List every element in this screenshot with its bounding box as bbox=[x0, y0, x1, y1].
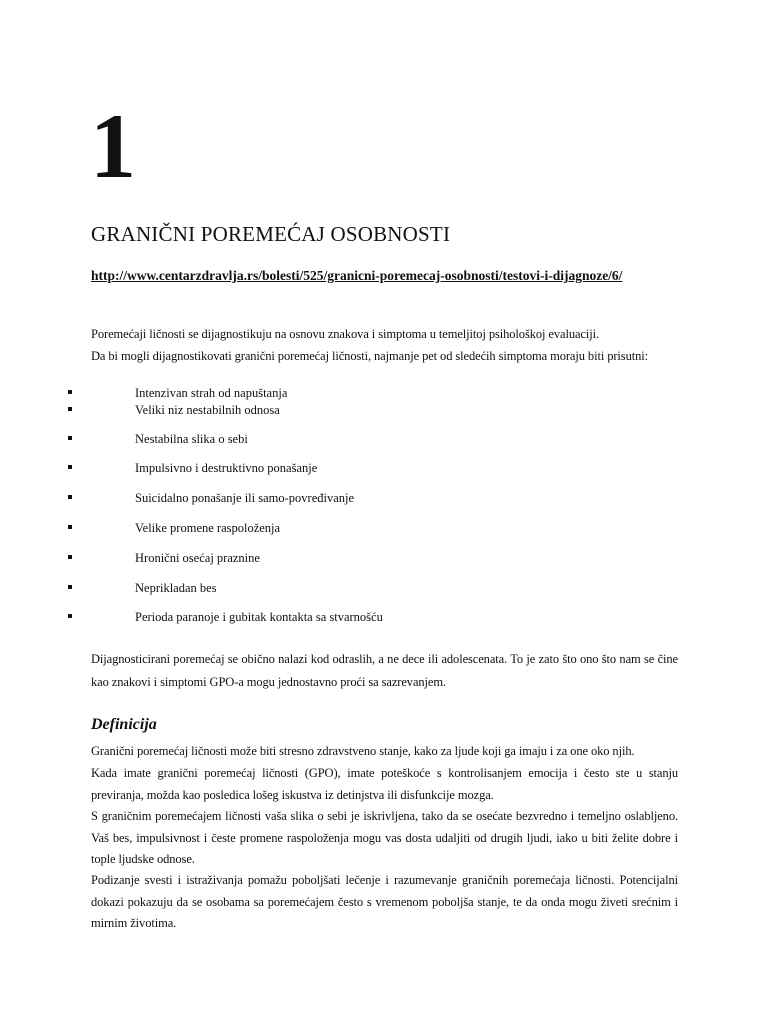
chapter-title: GRANIČNI POREMEĆAJ OSOBNOSTI bbox=[91, 222, 451, 246]
bullet-icon bbox=[68, 465, 72, 469]
definition-paragraph-3: S graničnim poremećajem ličnosti vaša slika o sebi je iskrivljena, tako da se osećate bezvredno i temeljno oslabljeno. Vaš bes, impulsivnost i česte promene raspoloženja mogu vas dosta udaljiti od drugih ljudi, iako u biti želite dobre i tople ljudske odnose. bbox=[91, 809, 678, 866]
bullet-icon bbox=[68, 585, 72, 589]
definition-paragraph-4: Podizanje svesti i istraživanja pomažu poboljšati lečenje i razumevanje graničnih poremećaja ličnosti. Potencijalni dokazi pokazuju da se osobama sa poremećajem često s vremenom poboljša stanje, te da onda mogu živeti srećnim i mirnim životima. bbox=[91, 873, 678, 930]
definition-paragraph-2: Kada imate granični poremećaj ličnosti (GPO), imate poteškoće s kontrolisanjem emocija i često ste u stanju previranja, možda kao posledica lošeg iskustva iz detinjstva ili disfunkcije mozga. bbox=[91, 766, 678, 802]
bullet-icon bbox=[68, 407, 72, 411]
section-heading-definicija: Definicija bbox=[91, 716, 157, 733]
bullet-icon bbox=[68, 525, 72, 529]
intro-paragraph-1: Poremećaji ličnosti se dijagnostikuju na osnovu znakova i simptoma u temeljitoj psihološkoj evaluaciji. bbox=[91, 327, 600, 341]
intro-paragraph-2: Da bi mogli dijagnostikovati granični poremećaj ličnosti, najmanje pet od sledećih simptoma moraju biti prisutni: bbox=[91, 349, 648, 363]
chapter-number: 1 bbox=[90, 95, 136, 197]
closing-paragraph: Dijagnosticirani poremećaj se obično nalazi kod odraslih, a ne dece ili adolescenata. To je zato što ono što nam se čine kao znakovi i simptomi GPO-a mogu jednostavno proći sa sazrevanjem. bbox=[91, 652, 678, 689]
source-link[interactable]: http://www.centarzdravlja.rs/bolesti/525/granicni-poremecaj-osobnosti/testovi-i-dijagnoze/6/ bbox=[91, 268, 623, 283]
definition-paragraph-1: Granični poremećaj ličnosti može biti stresno zdravstveno stanje, kako za ljude koji ga imaju i za one oko njih. bbox=[91, 744, 635, 758]
bullet-icon bbox=[68, 614, 72, 618]
bullet-icon bbox=[68, 436, 72, 440]
document-page: 1 GRANIČNI POREMEĆAJ OSOBNOSTI http://www.centarzdravlja.rs/bolesti/525/granicni-poremecaj-osobnosti/testovi-i-dijagnoze/6/ Poremećaji ličnosti se dijagnostikuju na osnovu znakova i simptoma u temeljitoj psihološkoj evaluaciji. Da bi mogli dijagnostikovati granični poremećaj ličnosti, najmanje pet od sledećih simptoma moraju biti prisutni: Intenzivan strah od napuštanja Veliki niz nestabilnih odnosa Nestabilna slika o sebi Impulsivno i destruktivno ponašanje Suicidalno ponašanje ili samo-povređivanje Velike promene raspoloženja Hronični osećaj praznine Neprikladan bes Perioda paranoje i gubitak kontakta sa stvarnošću Dijagnosticirani poremećaj se obično nalazi kod odraslih, a ne dece ili adolescenata. To je zato što ono što nam se čine kao znakovi i simptomi GPO-a mogu jednostavno proći sa sazrevanjem. Definicija Granični poremećaj ličnosti može biti stresno zdravstveno stanje, kako za ljude koji ga imaju i za one oko njih. Kada imate granični poremećaj ličnosti (GPO), imate poteškoće s kontrolisanjem emocija i često ste u stanju previranja, možda kao posledica lošeg iskustva iz detinjstva ili disfunkcije mozga. S graničnim poremećajem ličnosti vaša slika o sebi je iskrivljena, tako da se osećate bezvredno i temeljno oslabljeno. Vaš bes, impulsivnost i česte promene raspoloženja mogu vas dosta udaljiti od drugih ljudi, iako u biti želite dobre i tople ljudske odnose. Podizanje svesti i istraživanja pomažu poboljšati lečenje i razumevanje graničnih poremećaja ličnosti. Potencijalni dokazi pokazuju da se osobama sa poremećajem često s vremenom poboljša stanje, te da onda mogu živeti srećnim i mirnim životima. bbox=[0, 0, 768, 1024]
bullet-icon bbox=[68, 555, 72, 559]
bullet-icon bbox=[68, 495, 72, 499]
bullet-icon bbox=[68, 390, 72, 394]
